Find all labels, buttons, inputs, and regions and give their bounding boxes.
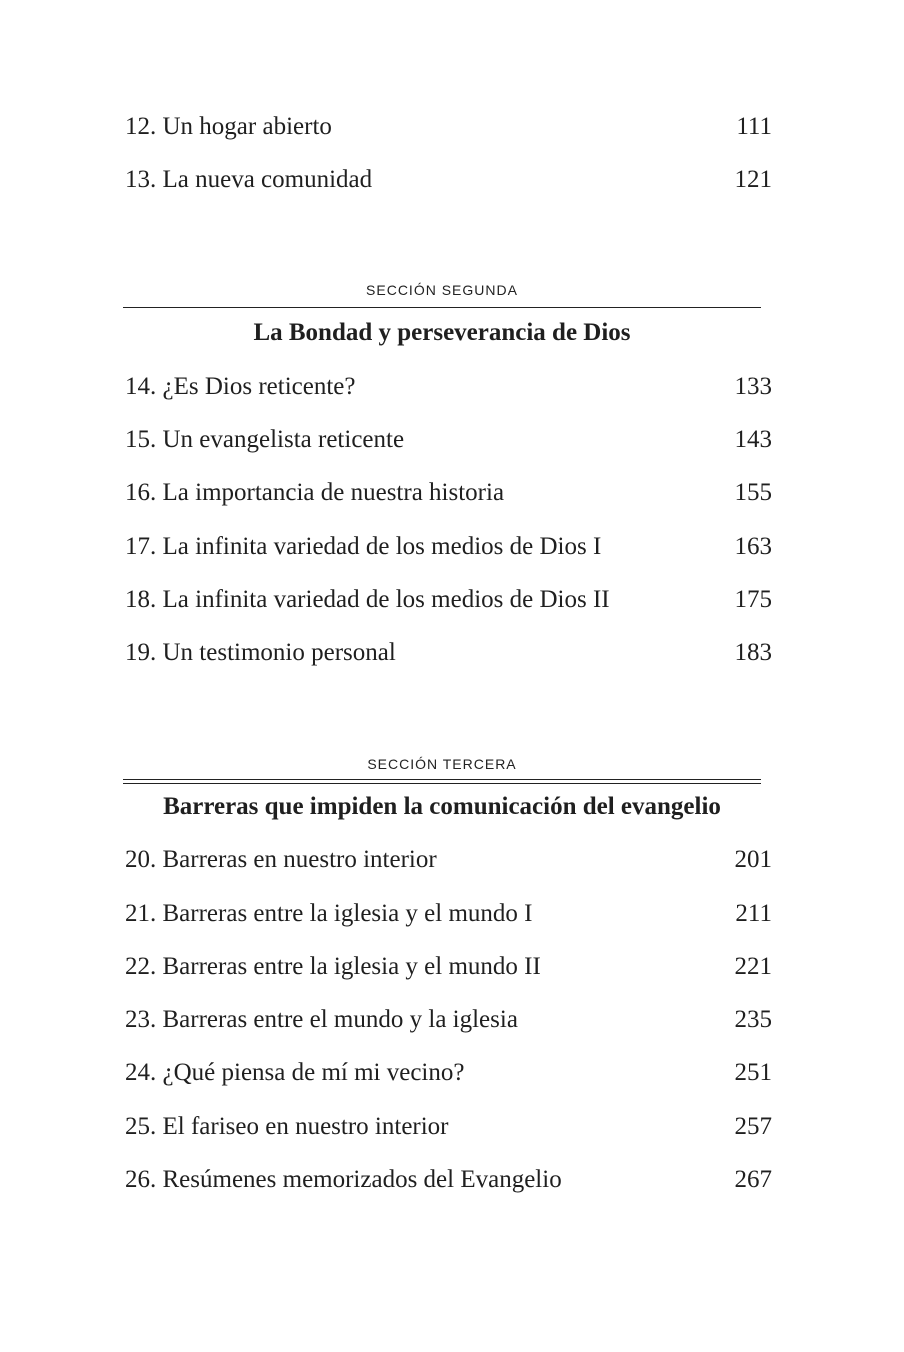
toc-entry	[125, 165, 772, 195]
toc-entry-title: 23. Barreras entre el mundo y la iglesia	[125, 1006, 518, 1033]
toc-entry-title: 20. Barreras en nuestro interior	[125, 846, 437, 873]
toc-entry-page: 163	[734, 533, 772, 560]
toc-entry-page: 257	[734, 1113, 772, 1140]
toc-entry	[125, 478, 772, 508]
section-label: SECCIÓN SEGUNDA	[366, 282, 518, 298]
toc-entry	[125, 112, 772, 142]
section-divider	[123, 307, 761, 308]
section-title: Barreras que impiden la comunicación del evangelio	[163, 793, 721, 820]
toc-entry-page: 211	[735, 900, 772, 927]
toc-entry	[125, 1165, 772, 1195]
toc-entry	[125, 372, 772, 402]
toc-entry	[125, 425, 772, 455]
toc-entry-title: 26. Resúmenes memorizados del Evangelio	[125, 1166, 562, 1193]
toc-entry-title: 17. La infinita variedad de los medios de Dios I	[125, 533, 602, 560]
toc-entry	[125, 1058, 772, 1088]
toc-entry-page: 235	[734, 1006, 772, 1033]
toc-entry	[125, 952, 772, 982]
toc-entry-page: 221	[734, 953, 772, 980]
toc-entry-title: 22. Barreras entre la iglesia y el mundo II	[125, 953, 541, 980]
toc-entry-page: 155	[734, 479, 772, 506]
toc-entry	[125, 899, 772, 929]
toc-entry-title: 24. ¿Qué piensa de mí mi vecino?	[125, 1059, 465, 1086]
toc-entry-title: 21. Barreras entre la iglesia y el mundo I	[125, 900, 533, 927]
toc-entry-title: 16. La importancia de nuestra historia	[125, 479, 505, 506]
toc-entry-title: 18. La infinita variedad de los medios de Dios II	[125, 586, 610, 613]
toc-entry-title: 13. La nueva comunidad	[125, 166, 373, 193]
toc-entry-page: 111	[736, 113, 772, 140]
toc-entry-page: 175	[734, 586, 772, 613]
toc-entry-title: 19. Un testimonio personal	[125, 639, 396, 666]
toc-entry	[125, 638, 772, 668]
toc-entry-title: 12. Un hogar abierto	[125, 113, 332, 140]
toc-entry	[125, 1005, 772, 1035]
toc-entry-title: 25. El fariseo en nuestro interior	[125, 1113, 449, 1140]
toc-entry-page: 267	[734, 1166, 772, 1193]
toc-entry-page: 121	[734, 166, 772, 193]
toc-entry-title: 14. ¿Es Dios reticente?	[125, 373, 356, 400]
toc-entry	[125, 532, 772, 562]
toc-entry-page: 201	[734, 846, 772, 873]
section-divider	[123, 779, 761, 784]
toc-entry-page: 133	[734, 373, 772, 400]
toc-entry	[125, 585, 772, 615]
toc-entry-page: 251	[734, 1059, 772, 1086]
toc-entry-page: 143	[734, 426, 772, 453]
section-title: La Bondad y perseverancia de Dios	[253, 319, 631, 346]
toc-entry-title: 15. Un evangelista reticente	[125, 426, 405, 453]
toc-entry	[125, 845, 772, 875]
toc-entry	[125, 1112, 772, 1142]
toc-entry-page: 183	[734, 639, 772, 666]
section-label: SECCIÓN TERCERA	[367, 756, 517, 772]
